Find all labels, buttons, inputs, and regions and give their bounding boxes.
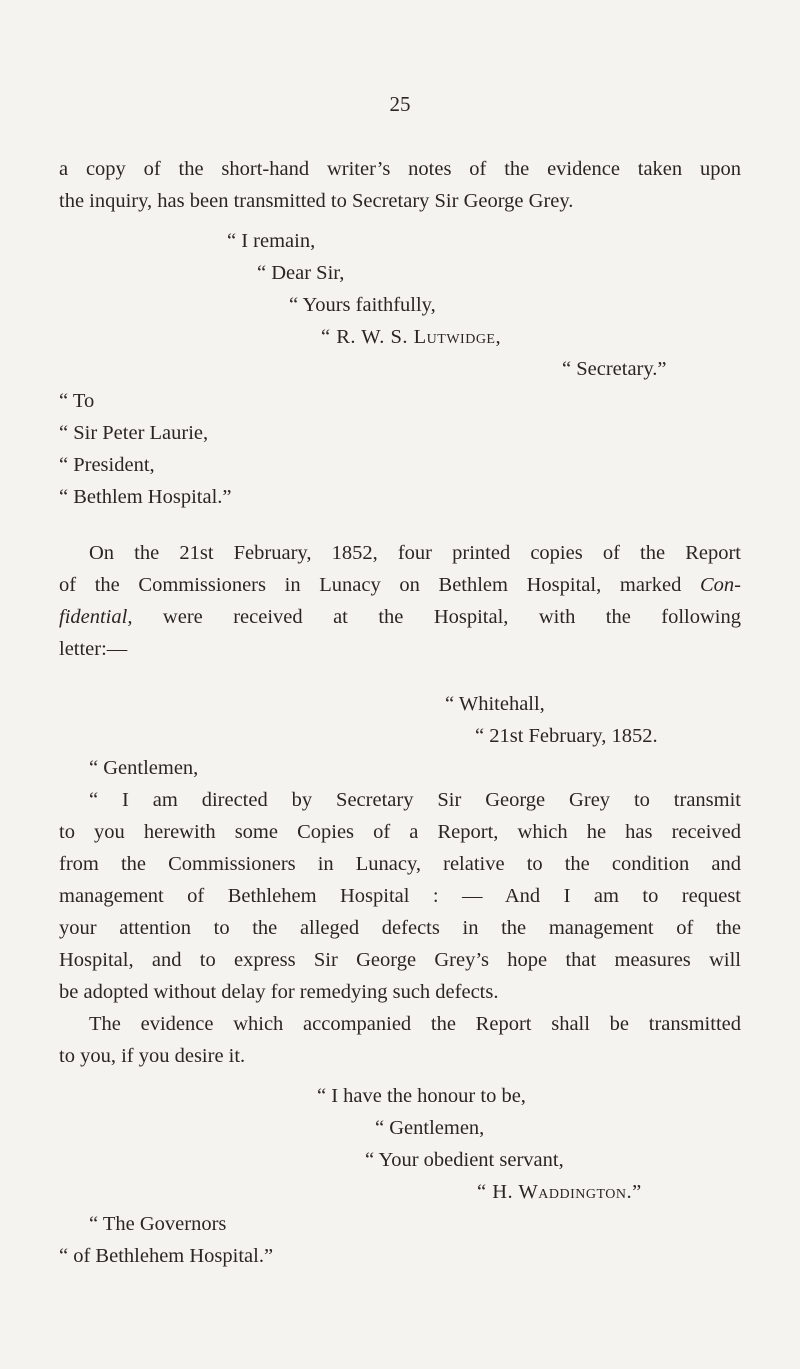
closing-line: “ Gentlemen, xyxy=(375,1117,485,1139)
paragraph-line: of the Commissioners in Lunacy on Bethlem Hospital, marked Con- xyxy=(59,574,741,596)
closing-line: “ Yours faithfully, xyxy=(289,294,436,316)
letter-line: Hospital, and to express Sir George Grey’s hope that measures will xyxy=(59,949,741,971)
paragraph-line: letter:— xyxy=(59,638,128,660)
paragraph-line: On the 21st February, 1852, four printed copies of the Report xyxy=(89,542,741,564)
closing-line: “ Your obedient servant, xyxy=(365,1149,564,1171)
letter-line: management of Bethlehem Hospital : — And I am to request xyxy=(59,885,741,907)
address-line: “ President, xyxy=(59,454,155,476)
closing-line: “ I remain, xyxy=(227,230,316,252)
letter-line: your attention to the alleged defects in the management of the xyxy=(59,917,741,939)
letter-line: to you herewith some Copies of a Report, which he has received xyxy=(59,821,741,843)
address-line: “ To xyxy=(59,390,95,412)
signature-name: “ H. Waddington.” xyxy=(477,1181,642,1203)
paragraph-line: a copy of the short-hand writer’s notes of the evidence taken upon xyxy=(59,158,741,180)
page-number: 25 xyxy=(389,92,411,116)
address-line: “ of Bethlehem Hospital.” xyxy=(59,1245,274,1267)
address-line: “ The Governors xyxy=(89,1213,227,1235)
paragraph-line: fidential, were received at the Hospital, with the following xyxy=(59,606,741,628)
letter-line: “ I am directed by Secretary Sir George Grey to transmit xyxy=(89,789,741,811)
signature-title: “ Secretary.” xyxy=(562,358,667,380)
closing-line: “ I have the honour to be, xyxy=(317,1085,526,1107)
letter-date: “ 21st February, 1852. xyxy=(475,725,658,747)
closing-line: “ Dear Sir, xyxy=(257,262,345,284)
letter-line: from the Commissioners in Lunacy, relative to the condition and xyxy=(59,853,741,875)
paragraph-line: the inquiry, has been transmitted to Secretary Sir George Grey. xyxy=(59,190,574,212)
letter-place: “ Whitehall, xyxy=(445,693,545,715)
address-line: “ Bethlem Hospital.” xyxy=(59,486,232,508)
letter-line: The evidence which accompanied the Report shall be transmitted xyxy=(89,1013,741,1035)
letter-line: be adopted without delay for remedying such defects. xyxy=(59,981,499,1003)
letter-salutation: “ Gentlemen, xyxy=(89,757,199,779)
address-line: “ Sir Peter Laurie, xyxy=(59,422,209,444)
letter-line: to you, if you desire it. xyxy=(59,1045,246,1067)
signature-name: “ R. W. S. Lutwidge, xyxy=(321,326,502,348)
